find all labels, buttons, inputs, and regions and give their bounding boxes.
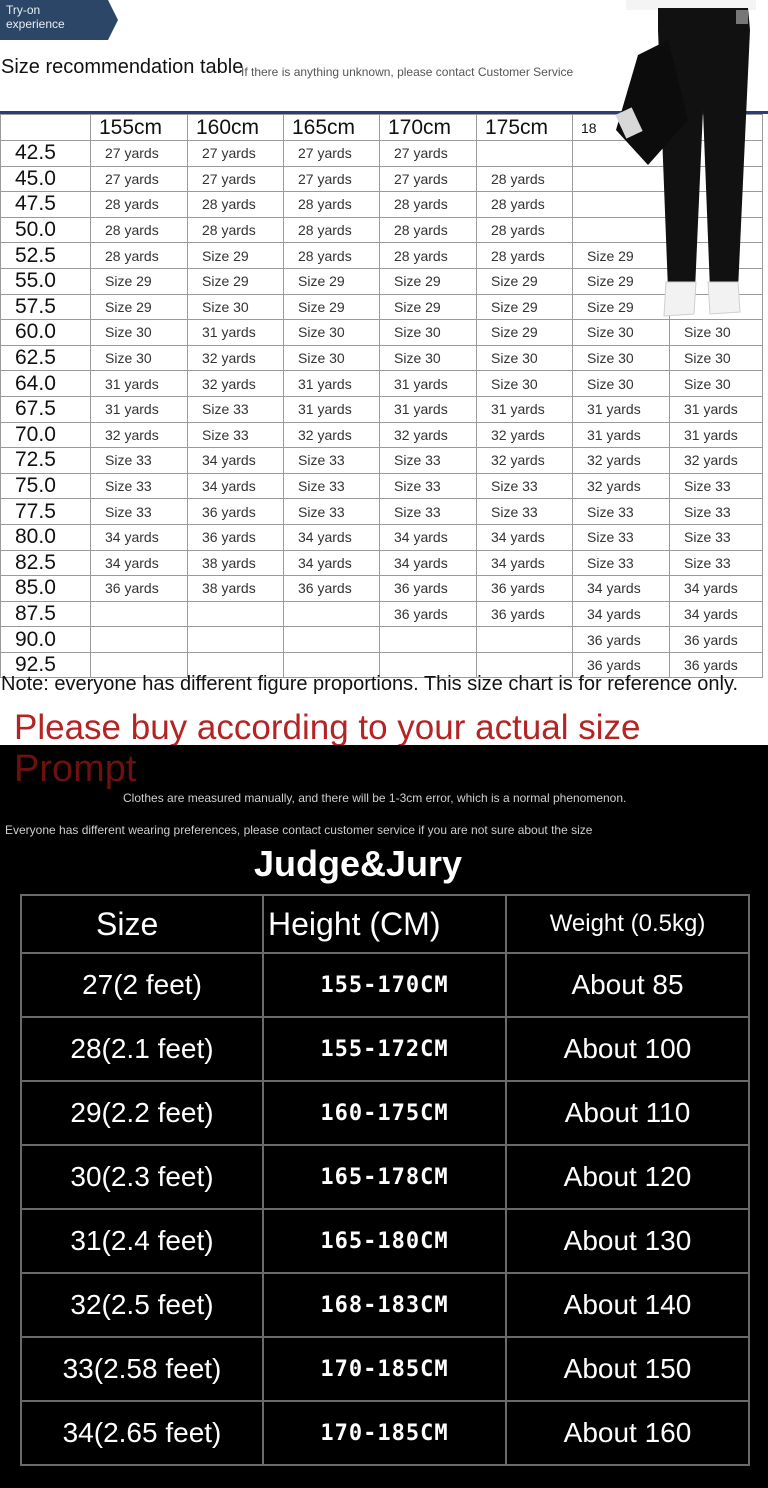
weight-cell: 77.5 bbox=[1, 499, 91, 525]
table-row bbox=[1, 576, 763, 602]
size-cell: Size 33 bbox=[670, 550, 763, 576]
height-header: 155cm bbox=[91, 115, 188, 141]
fit-height-cell: 170-185CM bbox=[263, 1401, 506, 1465]
size-cell: 27 yards bbox=[188, 141, 284, 167]
size-cell: 34 yards bbox=[477, 550, 573, 576]
fit-size-cell: 30(2.3 feet) bbox=[21, 1145, 263, 1209]
fit-row bbox=[21, 1273, 749, 1337]
fit-size-cell: 34(2.65 feet) bbox=[21, 1401, 263, 1465]
weight-cell: 87.5 bbox=[1, 601, 91, 627]
table-row bbox=[1, 371, 763, 397]
size-cell: 36 yards bbox=[477, 576, 573, 602]
size-cell: Size 29 bbox=[91, 294, 188, 320]
size-cell: 34 yards bbox=[670, 576, 763, 602]
size-cell: 28 yards bbox=[477, 166, 573, 192]
buy-note: Please buy according to your actual size bbox=[14, 708, 641, 745]
size-cell bbox=[477, 141, 573, 167]
size-cell: 28 yards bbox=[284, 217, 380, 243]
size-cell: 36 yards bbox=[380, 576, 477, 602]
size-cell: 34 yards bbox=[284, 524, 380, 550]
size-cell: 28 yards bbox=[188, 217, 284, 243]
size-cell: Size 33 bbox=[91, 448, 188, 474]
prompt-section bbox=[0, 745, 768, 1488]
size-cell: Size 33 bbox=[284, 448, 380, 474]
size-cell: 32 yards bbox=[670, 448, 763, 474]
size-cell: 31 yards bbox=[284, 371, 380, 397]
fit-size-cell: 33(2.58 feet) bbox=[21, 1337, 263, 1401]
size-cell: Size 29 bbox=[284, 268, 380, 294]
weight-cell: 67.5 bbox=[1, 396, 91, 422]
fit-row bbox=[21, 1209, 749, 1273]
size-cell: 36 yards bbox=[188, 499, 284, 525]
size-cell: 28 yards bbox=[188, 192, 284, 218]
size-cell bbox=[91, 601, 188, 627]
size-cell: 34 yards bbox=[573, 576, 670, 602]
size-cell: 31 yards bbox=[91, 396, 188, 422]
fit-size-cell: 29(2.2 feet) bbox=[21, 1081, 263, 1145]
fit-table bbox=[20, 894, 750, 1466]
size-cell: 27 yards bbox=[284, 166, 380, 192]
try-on-badge bbox=[0, 0, 118, 40]
size-cell: 32 yards bbox=[188, 345, 284, 371]
weight-cell: 42.5 bbox=[1, 141, 91, 167]
fit-height-cell: 160-175CM bbox=[263, 1081, 506, 1145]
size-cell: 28 yards bbox=[284, 192, 380, 218]
size-cell: Size 29 bbox=[380, 294, 477, 320]
size-cell: 36 yards bbox=[477, 601, 573, 627]
size-cell: 27 yards bbox=[380, 141, 477, 167]
table-row bbox=[1, 473, 763, 499]
size-cell: Size 30 bbox=[284, 320, 380, 346]
fit-weight-cell: About 110 bbox=[506, 1081, 749, 1145]
fit-row bbox=[21, 1017, 749, 1081]
size-cell bbox=[284, 601, 380, 627]
size-cell: 28 yards bbox=[91, 217, 188, 243]
size-cell: 34 yards bbox=[380, 550, 477, 576]
height-header: 170cm bbox=[380, 115, 477, 141]
brand-name: Judge&Jury bbox=[253, 843, 463, 884]
fit-row bbox=[21, 953, 749, 1017]
size-cell: 27 yards bbox=[380, 166, 477, 192]
size-cell: 36 yards bbox=[188, 524, 284, 550]
fit-size-cell: 28(2.1 feet) bbox=[21, 1017, 263, 1081]
size-cell: Size 30 bbox=[573, 371, 670, 397]
fit-height-cell: 155-172CM bbox=[263, 1017, 506, 1081]
size-cell: Size 33 bbox=[380, 473, 477, 499]
size-cell bbox=[91, 627, 188, 653]
size-cell: 36 yards bbox=[380, 601, 477, 627]
table-row bbox=[1, 524, 763, 550]
table-row bbox=[1, 601, 763, 627]
table-row bbox=[1, 345, 763, 371]
size-cell: 31 yards bbox=[670, 422, 763, 448]
fit-size-cell: 31(2.4 feet) bbox=[21, 1209, 263, 1273]
size-cell: 28 yards bbox=[380, 243, 477, 269]
weight-cell: 45.0 bbox=[1, 166, 91, 192]
size-cell: Size 33 bbox=[380, 448, 477, 474]
table-row bbox=[1, 550, 763, 576]
fit-weight-cell: About 140 bbox=[506, 1273, 749, 1337]
table-row bbox=[1, 396, 763, 422]
fit-weight-cell: About 120 bbox=[506, 1145, 749, 1209]
fit-row bbox=[21, 1401, 749, 1465]
size-cell: 36 yards bbox=[573, 652, 670, 678]
weight-cell: 75.0 bbox=[1, 473, 91, 499]
size-cell bbox=[477, 627, 573, 653]
weight-cell: 62.5 bbox=[1, 345, 91, 371]
weight-cell: 55.0 bbox=[1, 268, 91, 294]
fit-header-height: Height (CM) bbox=[263, 895, 506, 953]
size-cell: Size 33 bbox=[670, 499, 763, 525]
fit-height-cell: 170-185CM bbox=[263, 1337, 506, 1401]
size-cell: 34 yards bbox=[670, 601, 763, 627]
size-cell: Size 30 bbox=[477, 371, 573, 397]
fit-weight-cell: About 130 bbox=[506, 1209, 749, 1273]
table-row bbox=[1, 627, 763, 653]
size-cell: 36 yards bbox=[670, 627, 763, 653]
prompt-line1: Clothes are measured manually, and there will be 1-3cm error, which is a normal phenomenon. bbox=[123, 791, 627, 805]
table-row bbox=[1, 499, 763, 525]
table-row bbox=[1, 422, 763, 448]
size-cell: Size 29 bbox=[477, 294, 573, 320]
size-cell: Size 29 bbox=[573, 268, 670, 294]
size-cell: 28 yards bbox=[380, 192, 477, 218]
size-cell: Size 33 bbox=[284, 473, 380, 499]
weight-cell: 82.5 bbox=[1, 550, 91, 576]
size-cell: Size 33 bbox=[573, 524, 670, 550]
size-cell: 32 yards bbox=[284, 422, 380, 448]
size-cell: 31 yards bbox=[573, 396, 670, 422]
fit-height-cell: 168-183CM bbox=[263, 1273, 506, 1337]
size-cell: 31 yards bbox=[573, 422, 670, 448]
size-cell: 36 yards bbox=[284, 576, 380, 602]
size-cell: Size 33 bbox=[477, 499, 573, 525]
size-cell: Size 33 bbox=[573, 550, 670, 576]
size-cell: 36 yards bbox=[573, 627, 670, 653]
size-cell: Size 29 bbox=[380, 268, 477, 294]
weight-cell: 85.0 bbox=[1, 576, 91, 602]
badge-line2: experience bbox=[6, 17, 65, 31]
size-cell: 32 yards bbox=[188, 371, 284, 397]
size-cell: 31 yards bbox=[477, 396, 573, 422]
size-cell: Size 30 bbox=[573, 320, 670, 346]
badge-line1: Try-on bbox=[6, 3, 41, 17]
size-cell: 31 yards bbox=[380, 371, 477, 397]
size-cell: 32 yards bbox=[477, 422, 573, 448]
size-cell: Size 33 bbox=[573, 499, 670, 525]
size-cell: 36 yards bbox=[91, 576, 188, 602]
size-cell: 38 yards bbox=[188, 550, 284, 576]
size-cell: 34 yards bbox=[91, 524, 188, 550]
size-cell: Size 30 bbox=[670, 320, 763, 346]
size-cell: 27 yards bbox=[91, 141, 188, 167]
size-cell: 28 yards bbox=[91, 243, 188, 269]
weight-cell: 52.5 bbox=[1, 243, 91, 269]
fit-weight-cell: About 160 bbox=[506, 1401, 749, 1465]
weight-cell: 64.0 bbox=[1, 371, 91, 397]
size-cell: Size 33 bbox=[670, 524, 763, 550]
size-cell: Size 33 bbox=[91, 473, 188, 499]
fit-header-weight: Weight (0.5kg) bbox=[506, 895, 749, 953]
size-cell: Size 30 bbox=[188, 294, 284, 320]
size-cell: Size 30 bbox=[670, 371, 763, 397]
size-cell: Size 30 bbox=[380, 320, 477, 346]
size-cell: 32 yards bbox=[477, 448, 573, 474]
model-legs-image bbox=[598, 0, 768, 325]
size-cell: 34 yards bbox=[573, 601, 670, 627]
size-cell: 34 yards bbox=[91, 550, 188, 576]
size-cell: 28 yards bbox=[477, 243, 573, 269]
size-cell: 32 yards bbox=[91, 422, 188, 448]
size-cell: 27 yards bbox=[91, 166, 188, 192]
height-header: 160cm bbox=[188, 115, 284, 141]
size-cell: Size 29 bbox=[188, 243, 284, 269]
weight-cell: 50.0 bbox=[1, 217, 91, 243]
size-cell: Size 29 bbox=[188, 268, 284, 294]
height-header: 165cm bbox=[284, 115, 380, 141]
fit-row bbox=[21, 1337, 749, 1401]
size-cell: 28 yards bbox=[477, 217, 573, 243]
prompt-title: Prompt bbox=[14, 748, 137, 790]
size-cell: Size 30 bbox=[91, 345, 188, 371]
weight-cell: 47.5 bbox=[1, 192, 91, 218]
size-cell: 34 yards bbox=[188, 473, 284, 499]
size-cell: 31 yards bbox=[188, 320, 284, 346]
size-cell: 34 yards bbox=[188, 448, 284, 474]
fit-weight-cell: About 100 bbox=[506, 1017, 749, 1081]
size-cell: 27 yards bbox=[188, 166, 284, 192]
size-table-title: Size recommendation table bbox=[1, 56, 244, 78]
weight-cell: 57.5 bbox=[1, 294, 91, 320]
fit-header-size: Size bbox=[21, 895, 263, 953]
size-cell: 28 yards bbox=[284, 243, 380, 269]
size-cell: 27 yards bbox=[284, 141, 380, 167]
size-cell: Size 29 bbox=[477, 320, 573, 346]
size-cell: Size 30 bbox=[573, 345, 670, 371]
weight-cell: 92.5 bbox=[1, 652, 91, 678]
size-cell: 31 yards bbox=[284, 396, 380, 422]
size-cell: Size 30 bbox=[477, 345, 573, 371]
size-cell: Size 29 bbox=[573, 294, 670, 320]
size-cell: Size 33 bbox=[188, 422, 284, 448]
size-cell: 31 yards bbox=[91, 371, 188, 397]
contact-note: If there is anything unknown, please contact Customer Service bbox=[241, 65, 574, 79]
size-cell: Size 30 bbox=[670, 345, 763, 371]
size-cell: 34 yards bbox=[284, 550, 380, 576]
prompt-line2: Everyone has different wearing preferences, please contact customer service if you are not sure about the size bbox=[5, 823, 593, 837]
size-cell: Size 33 bbox=[188, 396, 284, 422]
size-cell: Size 33 bbox=[670, 473, 763, 499]
fit-size-cell: 27(2 feet) bbox=[21, 953, 263, 1017]
size-cell bbox=[284, 627, 380, 653]
header-corner bbox=[1, 115, 91, 141]
size-cell: Size 30 bbox=[284, 345, 380, 371]
weight-cell: 90.0 bbox=[1, 627, 91, 653]
table-row bbox=[1, 448, 763, 474]
size-cell: 28 yards bbox=[91, 192, 188, 218]
weight-cell: 72.5 bbox=[1, 448, 91, 474]
size-cell bbox=[188, 627, 284, 653]
fit-table-header bbox=[21, 895, 749, 953]
fit-weight-cell: About 85 bbox=[506, 953, 749, 1017]
size-cell: 38 yards bbox=[188, 576, 284, 602]
height-header: 18 bbox=[573, 115, 670, 141]
size-cell: 34 yards bbox=[380, 524, 477, 550]
fit-row bbox=[21, 1145, 749, 1209]
fit-height-cell: 165-180CM bbox=[263, 1209, 506, 1273]
size-cell: Size 33 bbox=[477, 473, 573, 499]
size-cell: Size 29 bbox=[91, 268, 188, 294]
size-cell: Size 33 bbox=[284, 499, 380, 525]
size-cell bbox=[188, 601, 284, 627]
weight-cell: 70.0 bbox=[1, 422, 91, 448]
size-cell: Size 29 bbox=[573, 243, 670, 269]
size-cell bbox=[380, 627, 477, 653]
size-cell: 32 yards bbox=[573, 448, 670, 474]
size-cell: Size 29 bbox=[284, 294, 380, 320]
size-cell: 32 yards bbox=[380, 422, 477, 448]
weight-cell: 60.0 bbox=[1, 320, 91, 346]
size-cell: 28 yards bbox=[380, 217, 477, 243]
fit-row bbox=[21, 1081, 749, 1145]
size-cell: 31 yards bbox=[670, 396, 763, 422]
fit-weight-cell: About 150 bbox=[506, 1337, 749, 1401]
fit-height-cell: 155-170CM bbox=[263, 953, 506, 1017]
size-cell: 32 yards bbox=[573, 473, 670, 499]
size-cell: 31 yards bbox=[380, 396, 477, 422]
height-header: 175cm bbox=[477, 115, 573, 141]
size-cell: Size 30 bbox=[380, 345, 477, 371]
size-cell: Size 33 bbox=[91, 499, 188, 525]
size-cell: Size 30 bbox=[91, 320, 188, 346]
fit-size-cell: 32(2.5 feet) bbox=[21, 1273, 263, 1337]
size-cell: 36 yards bbox=[670, 652, 763, 678]
size-cell: Size 33 bbox=[380, 499, 477, 525]
fit-height-cell: 165-178CM bbox=[263, 1145, 506, 1209]
weight-cell: 80.0 bbox=[1, 524, 91, 550]
size-cell: Size 29 bbox=[477, 268, 573, 294]
size-cell: 34 yards bbox=[477, 524, 573, 550]
size-cell: 28 yards bbox=[477, 192, 573, 218]
footer-note: Note: everyone has different figure proportions. This size chart is for reference only. bbox=[1, 673, 739, 695]
